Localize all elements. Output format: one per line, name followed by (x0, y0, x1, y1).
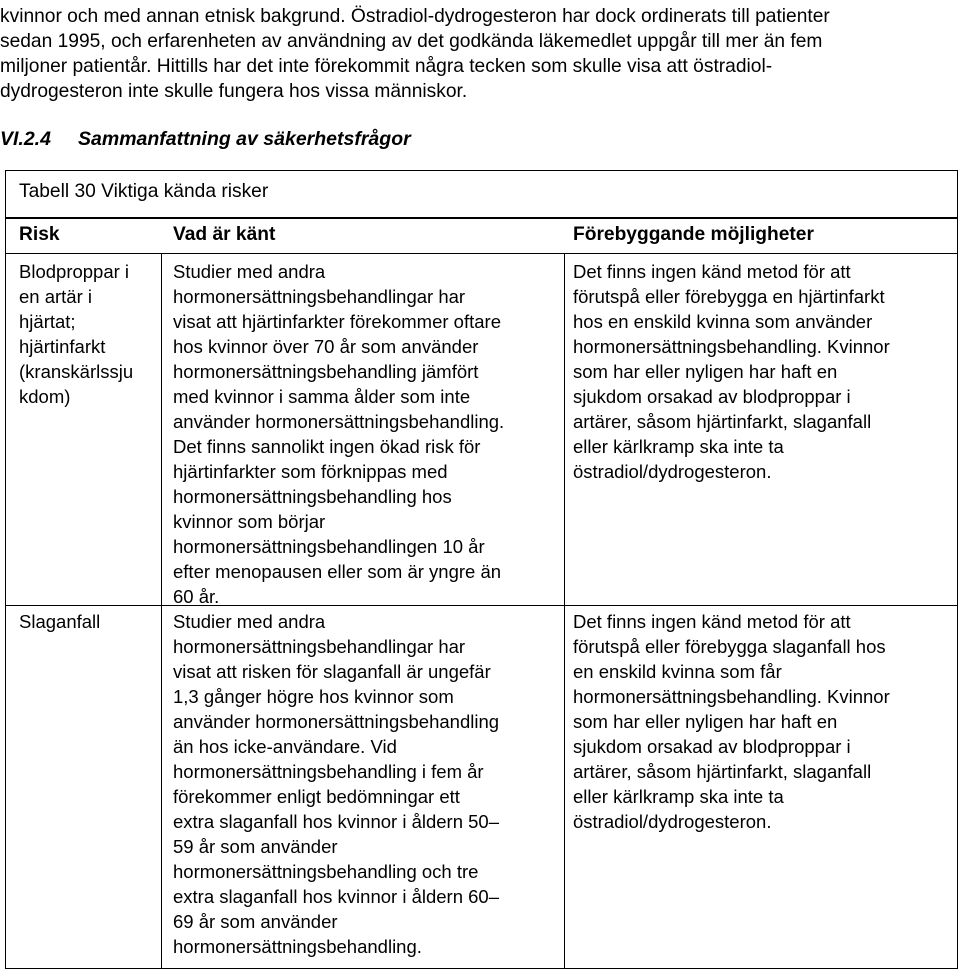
row-2-risk-cell (19, 609, 100, 634)
row-1-known-cell (173, 259, 504, 609)
cell-line: med kvinnor i samma ålder som inte (173, 386, 471, 407)
cell-line: hormonersättningsbehandling. Kvinnor (573, 686, 890, 707)
cell-line: 60 år. (173, 586, 220, 607)
row-1-prevention-cell (573, 259, 890, 484)
cell-line: förekommer enligt bedömningar ett (173, 786, 460, 807)
cell-line: visat att hjärtinfarkter förekommer oftare (173, 311, 501, 332)
column-divider (564, 253, 565, 968)
cell-line: Det finns ingen känd metod för att (573, 261, 851, 282)
cell-line: hormonersättningsbehandling hos (173, 486, 452, 507)
cell-line: förutspå eller förebygga slaganfall hos (573, 636, 886, 657)
cell-line: 1,3 gånger högre hos kvinnor som (173, 686, 454, 707)
cell-line: Det finns ingen känd metod för att (573, 611, 851, 632)
cell-line: hjärtat; (19, 311, 76, 332)
cell-line: 69 år som använder (173, 911, 338, 932)
cell-line: hjärtinfarkter som förknippas med (173, 461, 448, 482)
cell-line: hormonersättningsbehandling och tre (173, 861, 479, 882)
cell-line: hjärtinfarkt (19, 336, 106, 357)
cell-line: än hos icke-användare. Vid (173, 736, 397, 757)
cell-line: extra slaganfall hos kvinnor i åldern 60– (173, 886, 499, 907)
section-heading (0, 128, 411, 151)
cell-line: artärer, såsom hjärtinfarkt, slaganfall (573, 761, 872, 782)
cell-line: kdom) (19, 386, 71, 407)
cell-line: hormonersättningsbehandling jämfört (173, 361, 479, 382)
cell-line: en artär i (19, 286, 93, 307)
cell-line: Det finns sannolikt ingen ökad risk för (173, 436, 481, 457)
cell-line: hormonersättningsbehandling. (173, 936, 422, 957)
cell-line: som har eller nyligen har haft en (573, 711, 838, 732)
cell-line: sjukdom orsakad av blodproppar i (573, 736, 851, 757)
header-known: Vad är känt (173, 224, 276, 245)
cell-line: Studier med andra (173, 261, 326, 282)
cell-line: kvinnor som börjar (173, 511, 326, 532)
header-prevention: Förebyggande möjligheter (573, 224, 814, 245)
header-risk: Risk (19, 224, 60, 245)
row-1-risk-cell (19, 259, 133, 409)
intro-paragraph (0, 4, 958, 104)
cell-line: Blodproppar i (19, 261, 130, 282)
risk-table (5, 170, 958, 969)
cell-line: hormonersättningsbehandlingar har (173, 636, 466, 657)
cell-line: förutspå eller förebygga en hjärtinfarkt (573, 286, 885, 307)
cell-line: en enskild kvinna som får (573, 661, 782, 682)
cell-line: använder hormonersättningsbehandling (173, 711, 500, 732)
header-rule (6, 217, 957, 219)
cell-line: visat att risken för slaganfall är ungefär (173, 661, 491, 682)
cell-line: eller kärlkramp ska inte ta (573, 436, 784, 457)
intro-line: miljoner patientår. Hittills har det inte förekommit några tecken som skulle visa att östradiol- (0, 56, 773, 77)
cell-line: hormonersättningsbehandling. Kvinnor (573, 336, 890, 357)
cell-line: 59 år som använder (173, 836, 338, 857)
cell-line: (kranskärlssju (19, 361, 134, 382)
cell-line: extra slaganfall hos kvinnor i åldern 50– (173, 811, 499, 832)
cell-line: hormonersättningsbehandling i fem år (173, 761, 484, 782)
cell-line: sjukdom orsakad av blodproppar i (573, 386, 851, 407)
cell-line: Slaganfall (19, 611, 101, 632)
cell-line: som har eller nyligen har haft en (573, 361, 838, 382)
cell-line: efter menopausen eller som är yngre än (173, 561, 502, 582)
cell-line: eller kärlkramp ska inte ta (573, 786, 784, 807)
cell-line: hos kvinnor över 70 år som använder (173, 336, 479, 357)
cell-line: hormonersättningsbehandlingen 10 år (173, 536, 485, 557)
intro-line: sedan 1995, och erfarenheten av användning av det godkända läkemedlet uppgår till mer än fem (0, 31, 823, 52)
header-divider (6, 253, 957, 254)
section-number: VI.2.4 (0, 128, 51, 150)
row-2-known-cell (173, 609, 499, 959)
cell-line: Studier med andra (173, 611, 326, 632)
cell-line: använder hormonersättningsbehandling. (173, 411, 505, 432)
cell-line: östradiol/dydrogesteron. (573, 811, 772, 832)
section-title: Sammanfattning av säkerhetsfrågor (78, 128, 411, 150)
table-caption: Tabell 30 Viktiga kända risker (19, 181, 269, 202)
cell-line: hormonersättningsbehandlingar har (173, 286, 466, 307)
cell-line: östradiol/dydrogesteron. (573, 461, 772, 482)
cell-line: artärer, såsom hjärtinfarkt, slaganfall (573, 411, 872, 432)
cell-line: hos en enskild kvinna som använder (573, 311, 873, 332)
intro-line: dydrogesteron inte skulle fungera hos vissa människor. (0, 81, 468, 102)
column-divider (161, 253, 162, 968)
row-2-prevention-cell (573, 609, 890, 834)
intro-line: kvinnor och med annan etnisk bakgrund. Östradiol-dydrogesteron har dock ordinerats till patienter (0, 6, 830, 27)
